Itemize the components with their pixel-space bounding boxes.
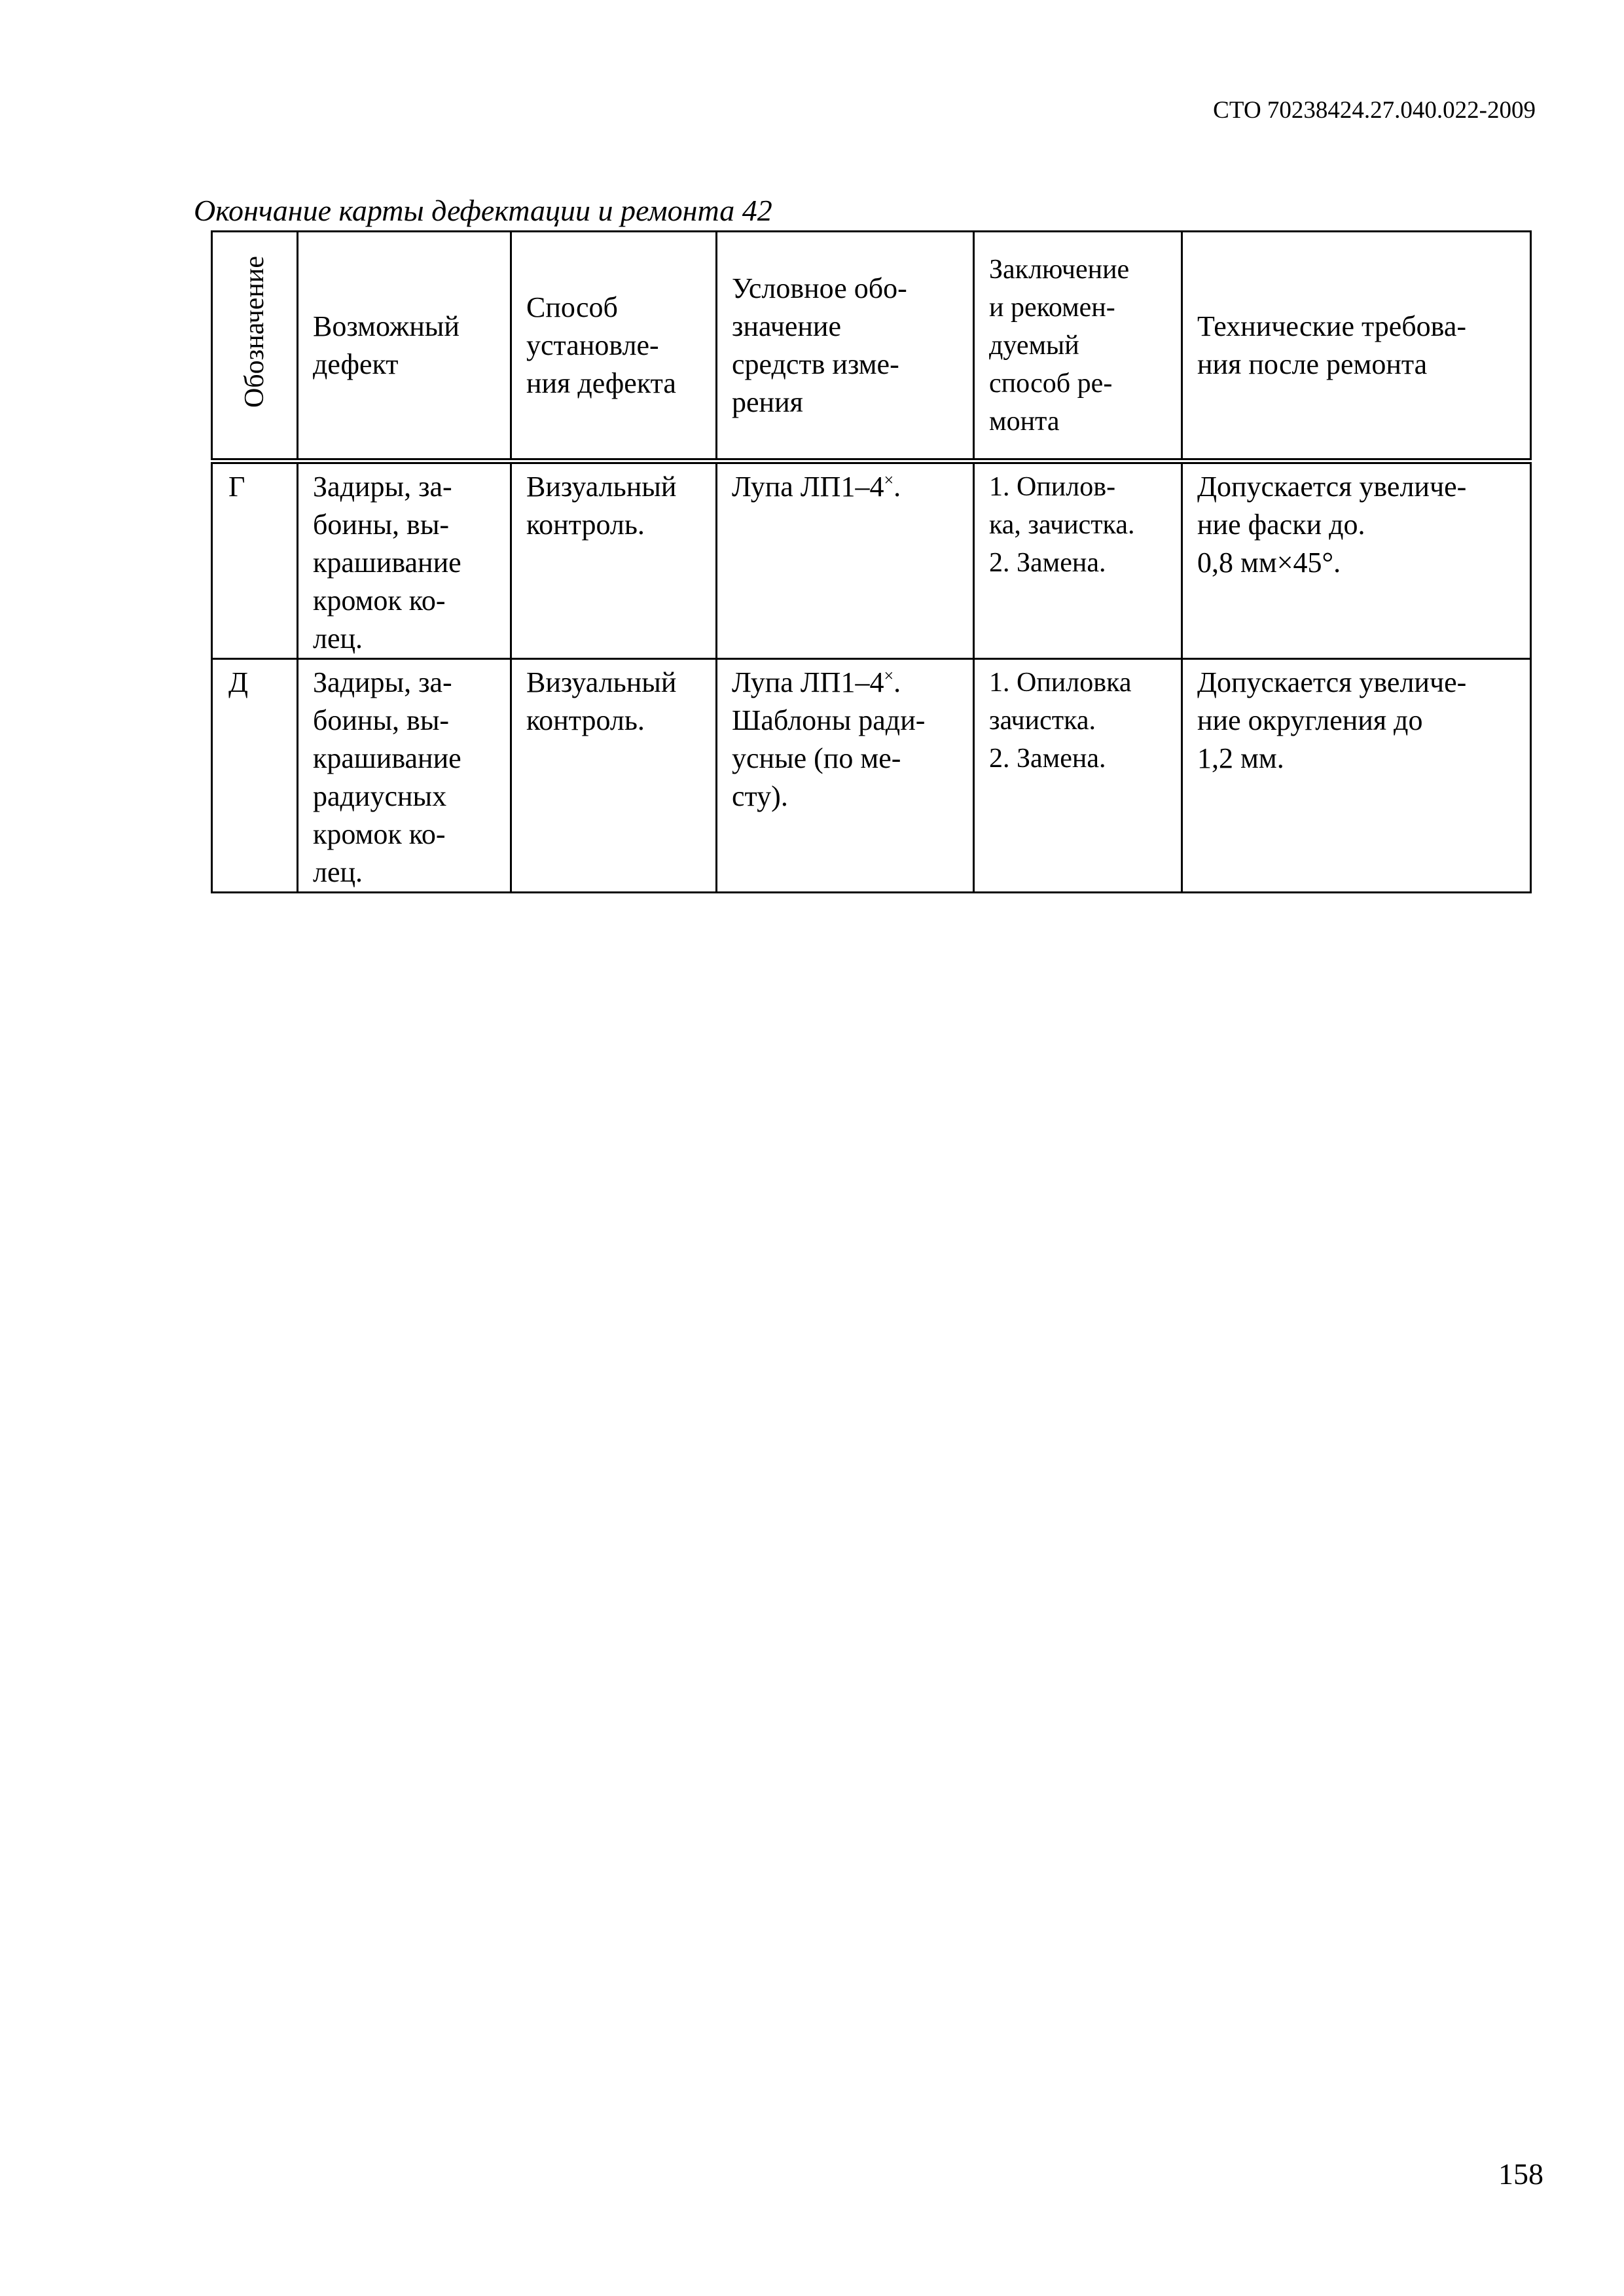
method-text: Визуальный контроль.	[526, 666, 677, 736]
header-possible-defect-label: Возможный дефект	[313, 310, 460, 380]
table-header-row	[212, 232, 1531, 461]
defect-text: Задиры, за- боины, вы- крашивание кромок ко- лец.	[313, 471, 461, 655]
document-code: СТО 70238424.27.040.022-2009	[1213, 97, 1536, 124]
cell-requirements	[1182, 461, 1531, 659]
cell-tools	[717, 461, 974, 659]
header-technical-requirements	[1182, 232, 1531, 461]
defect-repair-table	[211, 230, 1532, 893]
cell-tools	[717, 659, 974, 893]
requirements-text: Допускается увеличе- ние округления до 1,2 мм.	[1197, 666, 1467, 774]
tools-text: Лупа ЛП1–4×. Шаблоны ради- усные (по ме- сту).	[732, 666, 926, 812]
table-caption: Окончание карты дефектации и ремонта 42	[194, 194, 772, 227]
repair-text: 1. Опилов- ка, зачистка. 2. Замена.	[989, 472, 1135, 578]
page-number: 158	[1498, 2157, 1543, 2191]
cell-designation	[212, 659, 298, 893]
designation-value: Г	[228, 471, 245, 503]
header-detection-method	[511, 232, 717, 461]
cell-method	[511, 659, 717, 893]
header-detection-method-label: Способ установле- ния дефекта	[526, 291, 676, 399]
header-possible-defect	[298, 232, 511, 461]
header-designation	[212, 232, 298, 461]
tools-text: Лупа ЛП1–4×.	[732, 471, 901, 503]
cell-designation	[212, 461, 298, 659]
cell-repair	[974, 461, 1182, 659]
header-measuring-tools	[717, 232, 974, 461]
repair-text: 1. Опиловка зачистка. 2. Замена.	[989, 668, 1132, 774]
designation-value: Д	[228, 666, 249, 698]
header-technical-requirements-label: Технические требова- ния после ремонта	[1197, 310, 1467, 380]
header-repair-method	[974, 232, 1182, 461]
header-measuring-tools-label: Условное обо- значение средств изме- рения	[732, 272, 907, 418]
requirements-text: Допускается увеличе- ние фаски до. 0,8 мм×45°.	[1197, 471, 1467, 579]
table-row	[212, 461, 1531, 659]
header-designation-label: Обозначение	[240, 255, 270, 408]
cell-requirements	[1182, 659, 1531, 893]
cell-method	[511, 461, 717, 659]
defect-text: Задиры, за- боины, вы- крашивание радиусных кромок ко- лец.	[313, 666, 461, 888]
cell-defect	[298, 659, 511, 893]
table-row	[212, 659, 1531, 893]
header-repair-method-label: Заключение и рекомен- дуемый способ ре- монта	[989, 254, 1130, 437]
method-text: Визуальный контроль.	[526, 471, 677, 541]
cell-repair	[974, 659, 1182, 893]
cell-defect	[298, 461, 511, 659]
